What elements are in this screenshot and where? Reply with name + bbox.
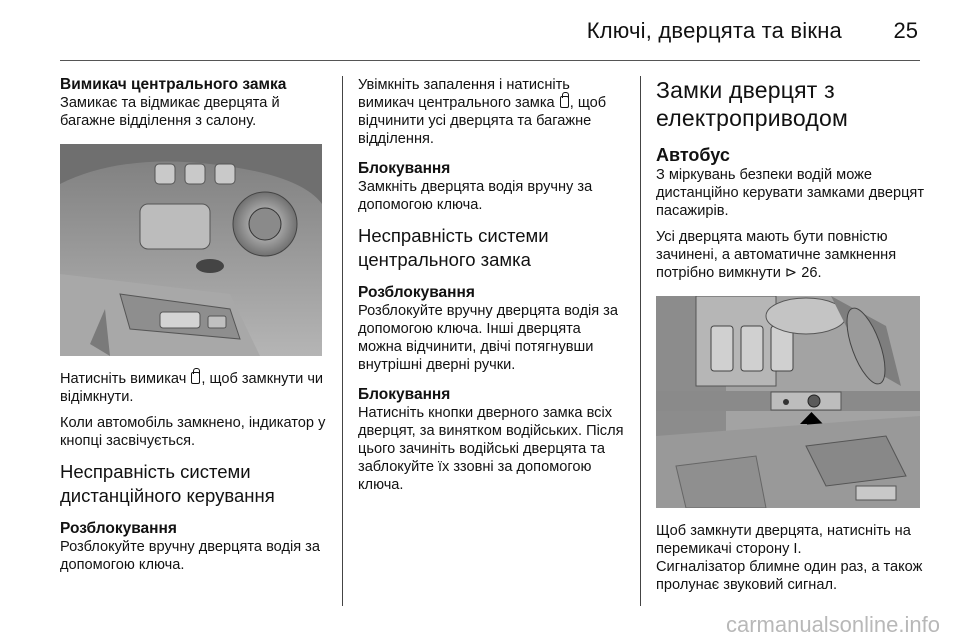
press-lock-side-text: Щоб замкнути дверцята, натисніть на перемикачі сторону I.: [656, 523, 911, 557]
watermark: carmanualsonline.info: [725, 612, 940, 637]
dashboard-switch-figure: [656, 296, 920, 508]
central-lock-fault-heading: Несправність системи центрального замка: [358, 225, 549, 270]
remote-fault-heading: Несправність системи дистанційного керування: [60, 461, 275, 506]
header-title: Ключі, дверцята та вікна: [586, 18, 842, 43]
central-lock-intro: Замикає та відмикає дверцята й багажне відділення з салону.: [60, 95, 280, 129]
dashboard-switch-illustration: [656, 296, 920, 508]
central-lock-switch-figure: [60, 144, 322, 356]
column-3: [656, 76, 926, 594]
column-2: [358, 76, 628, 494]
page-reference[interactable]: 26.: [801, 265, 822, 281]
central-fault-unlock-text: Розблокуйте вручну дверцята водія за допомогою ключа. Інші дверцята можна відчинити, двічі потягнувши внутрішні дверні ручки.: [358, 303, 618, 373]
column-divider-1: [342, 76, 343, 606]
central-fault-unlock-heading: Розблокування: [358, 284, 475, 301]
central-fault-lock-heading: Блокування: [358, 386, 451, 403]
lock-text: Замкніть дверцята водія вручну за допомогою ключа.: [358, 179, 593, 213]
page-number: 25: [893, 18, 918, 43]
lock-icon: [191, 372, 200, 384]
alarm-signal-text: Сигналізатор блимне один раз, а також пролунає звуковий сигнал.: [656, 559, 923, 593]
bus-intro-text: З міркувань безпеки водій може дистанційно керувати замками дверцят пасажирів.: [656, 167, 925, 219]
reference-arrow-icon: ⊳: [784, 265, 798, 281]
roof-console-illustration: [60, 144, 322, 356]
indicator-text: Коли автомобіль замкнено, індикатор у кнопці засвічується.: [60, 415, 326, 449]
column-1: [60, 76, 330, 574]
header-divider: [60, 60, 920, 61]
page-header: [0, 0, 960, 62]
press-switch-text: Натисніть вимикач , щоб замкнути чи відімкнути.: [60, 371, 324, 405]
central-fault-lock-text: Натисніть кнопки дверного замка всіх дверцят, за винятком водійських. Після цього зачиніть водійські дверцята та заблокуйте їх ззовні за допомогою ключа.: [358, 405, 624, 493]
power-door-locks-heading: Замки дверцят з електроприводом: [656, 77, 849, 131]
remote-fault-unlock-text: Розблокуйте вручну дверцята водія за допомогою ключа.: [60, 539, 320, 573]
bus-heading: Автобус: [656, 145, 730, 165]
lock-heading: Блокування: [358, 160, 451, 177]
column-divider-2: [640, 76, 641, 606]
ignition-unlock-text: Увімкніть запалення і натисніть вимикач центрального замка , щоб відчинити усі дверцята та багажне відділення.: [358, 77, 607, 147]
lock-icon: [560, 96, 569, 108]
doors-closed-text: Усі дверцята мають бути повністю зачинені, а автоматичне замкнення потрібно вимкнути ⊳ 26.: [656, 229, 897, 281]
remote-fault-unlock-heading: Розблокування: [60, 520, 177, 537]
central-lock-switch-heading: Вимикач центрального замка: [60, 76, 287, 93]
